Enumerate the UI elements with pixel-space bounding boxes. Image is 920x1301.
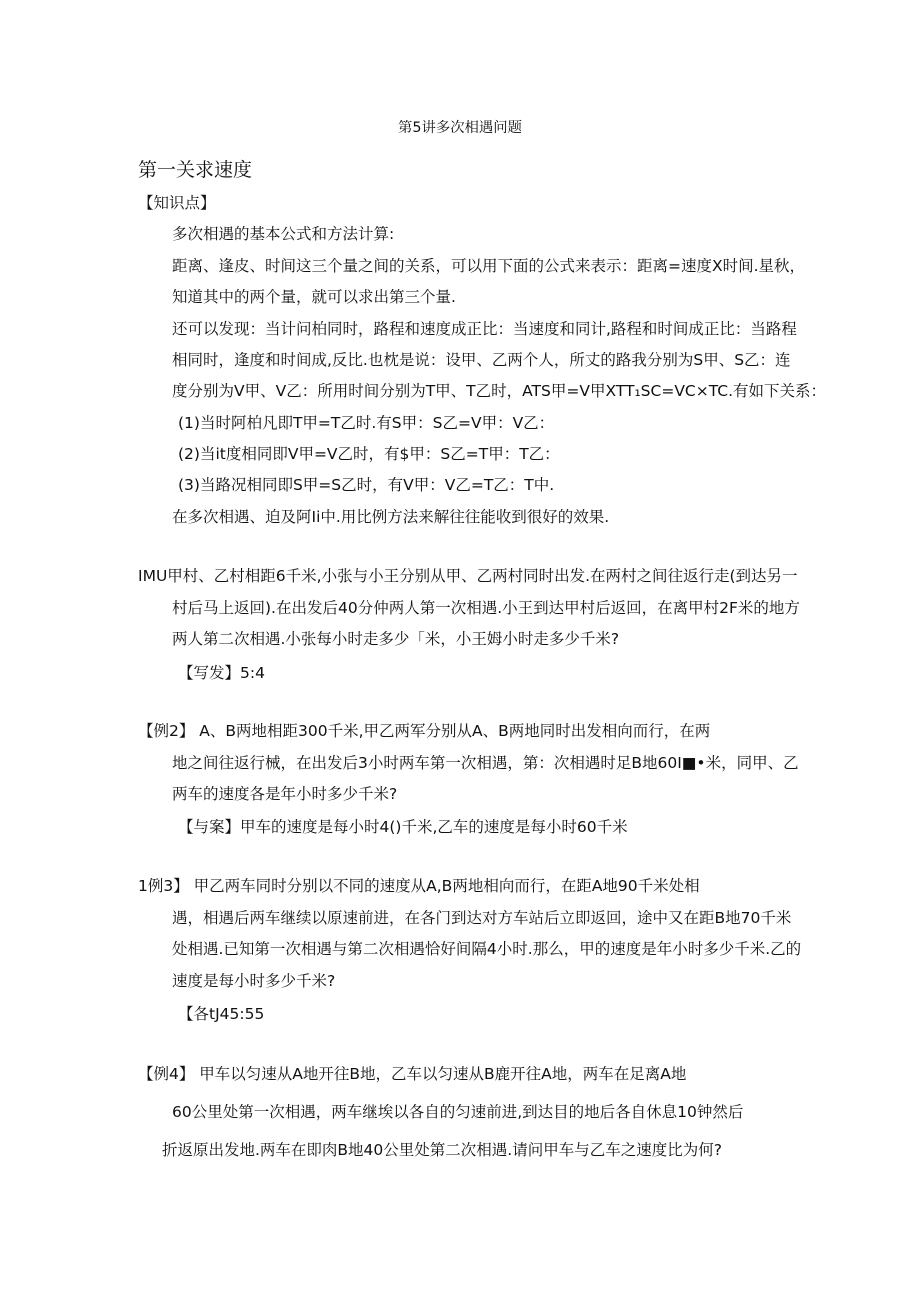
page-title: 第5讲多次相遇问题 <box>397 120 522 136</box>
knowledge-line: 多次相遇的基本公式和方法计算: <box>172 225 395 243</box>
section-heading: 第一关求速度 <box>138 159 253 181</box>
relation-item: (1)当时阿柏凡即T甲=T乙时.有S甲：S乙=V甲：V乙： <box>178 414 555 432</box>
knowledge-line: 还可以发现：当计问柏同时，路程和速度成正比：当速度和同计,路程和时间成正比：当路程 <box>172 320 797 338</box>
example1-line: 两人第二次相遇.小张每小时走多少「米，小王姆小时走多少千米? <box>172 630 620 648</box>
knowledge-line: 知道其中的两个量，就可以求出第三个量. <box>172 288 456 306</box>
example4-line: 60公里处第一次相遇，两车继埃以各自的匀速前进,到达目的地后各自休息10钟然后 <box>172 1103 744 1121</box>
knowledge-line: 在多次相遇、迫及阿Ii中.用比例方法来解往往能收到很好的效果. <box>172 508 610 526</box>
example1-line: 村后马上返回).在出发后40分仲两人第一次相遇.小王到达甲村后返回，在离甲村2F米的地方 <box>172 599 800 617</box>
example2-line: 地之间往返行械，在出发后3小时两车第一次相遇，第：次相遇时足B地60I■•米，同甲、乙 <box>172 754 799 772</box>
knowledge-header: 【知识点】 <box>138 194 216 212</box>
example2-line: 【例2】 A、B两地相距300千米,甲乙两军分别从A、B两地同时出发相向而行，在两 <box>138 722 711 740</box>
example1-line: IMU甲村、乙村相距6千米,小张与小王分别从甲、乙两村同时出发.在两村之间往返行走(到达另一 <box>138 567 798 585</box>
example4-line: 折返原出发地.两车在即肉B地40公里处第二次相遇.请问甲车与乙车之速度比为何? <box>162 1141 722 1159</box>
example4-line: 【例4】 甲车以匀速从A地开往B地，乙车以匀速从B鹿开往A地，两车在足离A地 <box>138 1065 687 1083</box>
example2-answer: 【与案】甲车的速度是每小时4()千米,乙车的速度是每小时60千米 <box>178 818 628 836</box>
example3-line: 1例3】 甲乙两车同时分别以不同的速度从A,B两地相向而行，在距A地90千米处相 <box>138 877 700 895</box>
example2-line: 两车的速度各是年小时多少千米? <box>172 785 398 803</box>
relation-item: (3)当路况相同即S甲=S乙时，有V甲：V乙=T乙：T中. <box>178 476 555 494</box>
knowledge-line: 度分别为V甲、V乙：所用时间分别为T甲、T乙时，ATS甲=V甲XTT₁SC=VC×TC.有如下关系： <box>172 382 827 400</box>
relation-item: (2)当it度相同即V甲=V乙时，有$甲：S乙=T甲：T乙： <box>178 445 560 463</box>
example3-line: 速度是每小时多少千米? <box>172 972 336 990</box>
example1-answer: 【写发】5:4 <box>178 664 265 682</box>
example3-line: 处相遇.已知第一次相遇与第二次相遇恰好间隔4小时.那么，甲的速度是年小时多少千米.乙的 <box>172 940 802 958</box>
knowledge-line: 相同时，逢度和时间成,反比.也枕是说：设甲、乙两个人，所丈的路我分别为S甲、S乙：连 <box>172 351 791 369</box>
example3-line: 遇，相遇后两车继续以原速前进，在各门到达对方车站后立即返回，途中又在距B地70千米 <box>172 909 792 927</box>
knowledge-line: 距离、逢皮、时间这三个量之间的关系，可以用下面的公式来表示：距离=速度X时间.星秋， <box>172 257 806 275</box>
example3-answer: 【各tJ45:55 <box>178 1005 265 1023</box>
